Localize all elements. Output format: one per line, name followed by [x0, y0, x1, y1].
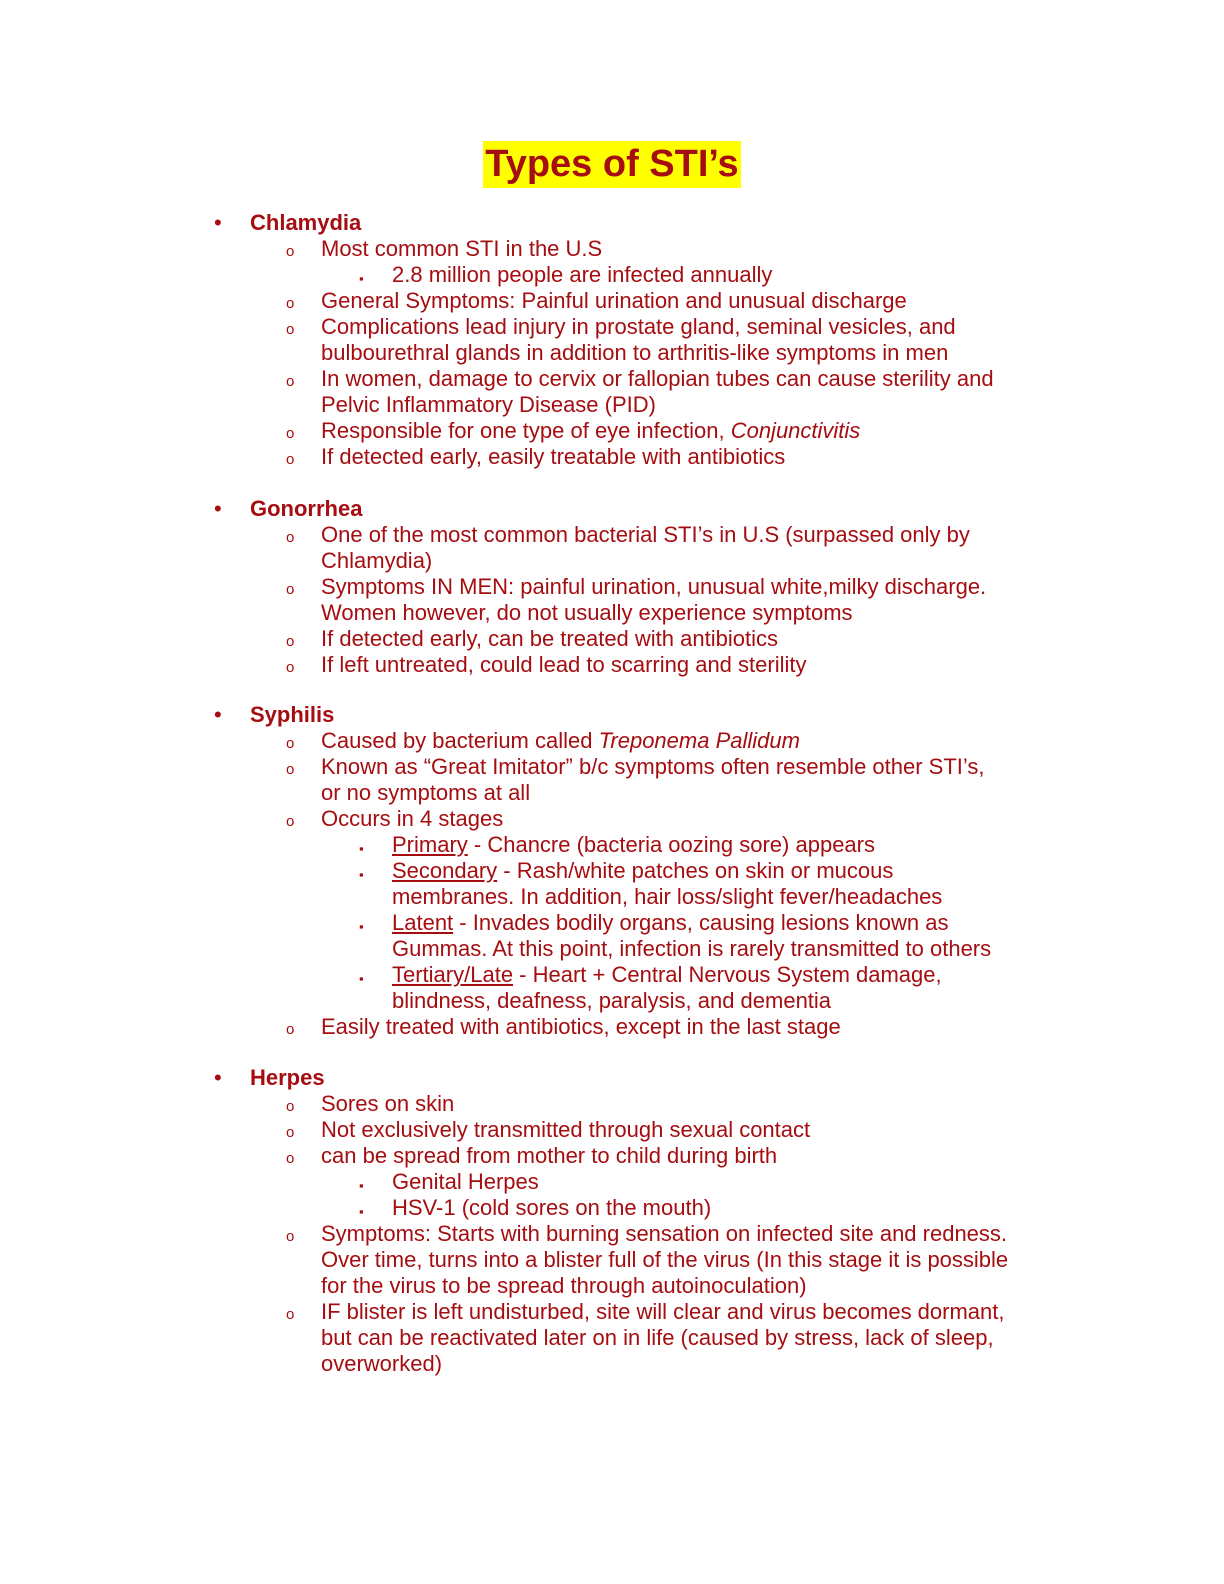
sub-bullet: ▪ — [359, 271, 364, 286]
section-bullet: • — [214, 496, 222, 521]
stage-term: Primary — [392, 832, 468, 857]
section-heading: Chlamydia — [250, 210, 362, 235]
item-text: If detected early, easily treatable with antibiotics — [321, 444, 786, 469]
stage-description: Gummas. At this point, infection is rarely transmitted to others — [392, 936, 992, 961]
sub-bullet: ▪ — [359, 867, 364, 882]
list-item-text — [321, 236, 602, 262]
list-bullet: o — [286, 761, 295, 778]
list-bullet: o — [286, 1098, 295, 1115]
stage-text — [392, 858, 893, 884]
stage-description: - Rash/white patches on skin or mucous — [497, 858, 894, 883]
list-item-text: Over time, turns into a blister full of the virus (In this stage it is possible — [321, 1247, 1009, 1272]
stage-text — [392, 936, 991, 962]
item-text: Sores on skin — [321, 1091, 455, 1116]
list-item-text: Women however, do not usually experience symptoms — [321, 600, 853, 625]
stage-text — [392, 988, 831, 1014]
list-item-text — [321, 1091, 454, 1117]
stage-term: Latent — [392, 910, 454, 935]
item-text: Occurs in 4 stages — [321, 806, 504, 831]
sub-bullet: ▪ — [359, 1204, 364, 1219]
section-bullet: • — [214, 702, 222, 727]
sub-item-text: HSV-1 (cold sores on the mouth) — [392, 1195, 712, 1220]
item-text: Not exclusively transmitted through sexual contact — [321, 1117, 811, 1142]
list-item-text — [321, 288, 907, 314]
list-bullet: o — [286, 633, 295, 650]
stage-text — [392, 832, 875, 858]
list-bullet: o — [286, 1150, 295, 1167]
list-item-text: Symptoms IN MEN: painful urination, unusual white,milky discharge. — [321, 574, 987, 599]
stage-text — [392, 962, 942, 988]
sub-bullet: ▪ — [359, 919, 364, 934]
stage-text — [392, 910, 948, 936]
list-bullet: o — [286, 529, 295, 546]
list-bullet: o — [286, 659, 295, 676]
list-item-text — [321, 652, 806, 678]
list-item-text: overworked) — [321, 1351, 443, 1376]
list-item-text: Known as “Great Imitator” b/c symptoms often resemble other STI’s, — [321, 754, 985, 779]
item-text: Most common STI in the U.S — [321, 236, 603, 261]
list-item-text — [321, 418, 860, 444]
list-item-text — [321, 1143, 777, 1169]
item-text: can be spread from mother to child during birth — [321, 1143, 778, 1168]
item-italic-term: Treponema Pallidum — [598, 728, 800, 753]
item-text: General Symptoms: Painful urination and unusual discharge — [321, 288, 907, 313]
list-item-text: Complications lead injury in prostate gland, seminal vesicles, and — [321, 314, 956, 339]
list-item-text: or no symptoms at all — [321, 780, 531, 805]
list-bullet: o — [286, 243, 295, 260]
list-bullet: o — [286, 1124, 295, 1141]
sub-bullet: ▪ — [359, 1178, 364, 1193]
list-bullet: o — [286, 1306, 295, 1323]
list-bullet: o — [286, 1228, 295, 1245]
list-item-text — [321, 1117, 810, 1143]
stage-description: - Invades bodily organs, causing lesions known as — [453, 910, 949, 935]
stage-description: - Chancre (bacteria oozing sore) appears — [467, 832, 875, 857]
list-item-text: for the virus to be spread through autoinoculation) — [321, 1273, 807, 1298]
item-text: Caused by bacterium called — [321, 728, 599, 753]
list-item-text — [321, 806, 503, 832]
item-text: If detected early, can be treated with antibiotics — [321, 626, 778, 651]
list-item-text — [321, 728, 800, 754]
list-bullet: o — [286, 373, 295, 390]
list-bullet: o — [286, 735, 295, 752]
item-italic-term: Conjunctivitis — [730, 418, 861, 443]
stage-text — [392, 884, 942, 910]
section-bullet: • — [214, 1065, 222, 1090]
section-heading: Gonorrhea — [250, 496, 363, 521]
stage-term: Secondary — [392, 858, 498, 883]
stage-description: blindness, deafness, paralysis, and dementia — [392, 988, 832, 1013]
item-text: If left untreated, could lead to scarring and sterility — [321, 652, 807, 677]
sub-item-text: 2.8 million people are infected annually — [392, 262, 773, 287]
page-title: Types of STI’s — [483, 141, 740, 188]
list-item-text: Symptoms: Starts with burning sensation on infected site and redness. — [321, 1221, 1008, 1246]
list-bullet: o — [286, 295, 295, 312]
stage-term: Tertiary/Late — [392, 962, 514, 987]
title-wrap — [0, 141, 1224, 188]
sub-bullet: ▪ — [359, 971, 364, 986]
sub-bullet: ▪ — [359, 841, 364, 856]
list-bullet: o — [286, 1021, 295, 1038]
list-item-text: bulbourethral glands in addition to arthritis-like symptoms in men — [321, 340, 949, 365]
list-item-text — [321, 1014, 841, 1040]
list-item-text: Pelvic Inflammatory Disease (PID) — [321, 392, 656, 417]
list-item-text — [321, 626, 778, 652]
section-heading: Syphilis — [250, 702, 335, 727]
list-bullet: o — [286, 581, 295, 598]
list-bullet: o — [286, 321, 295, 338]
list-item-text — [321, 444, 785, 470]
list-bullet: o — [286, 813, 295, 830]
stage-description: - Heart + Central Nervous System damage, — [513, 962, 942, 987]
list-item-text: In women, damage to cervix or fallopian tubes can cause sterility and — [321, 366, 994, 391]
list-bullet: o — [286, 425, 295, 442]
list-item-text: Chlamydia) — [321, 548, 433, 573]
section-bullet: • — [214, 210, 222, 235]
section-heading: Herpes — [250, 1065, 325, 1090]
list-item-text: but can be reactivated later on in life (caused by stress, lack of sleep, — [321, 1325, 994, 1350]
stage-description: membranes. In addition, hair loss/slight fever/headaches — [392, 884, 943, 909]
list-item-text: IF blister is left undisturbed, site will clear and virus becomes dormant, — [321, 1299, 1005, 1324]
sub-item-text: Genital Herpes — [392, 1169, 539, 1194]
list-bullet: o — [286, 451, 295, 468]
list-item-text: One of the most common bacterial STI’s in U.S (surpassed only by — [321, 522, 970, 547]
item-text: Easily treated with antibiotics, except in the last stage — [321, 1014, 841, 1039]
item-text: Responsible for one type of eye infection, — [321, 418, 731, 443]
